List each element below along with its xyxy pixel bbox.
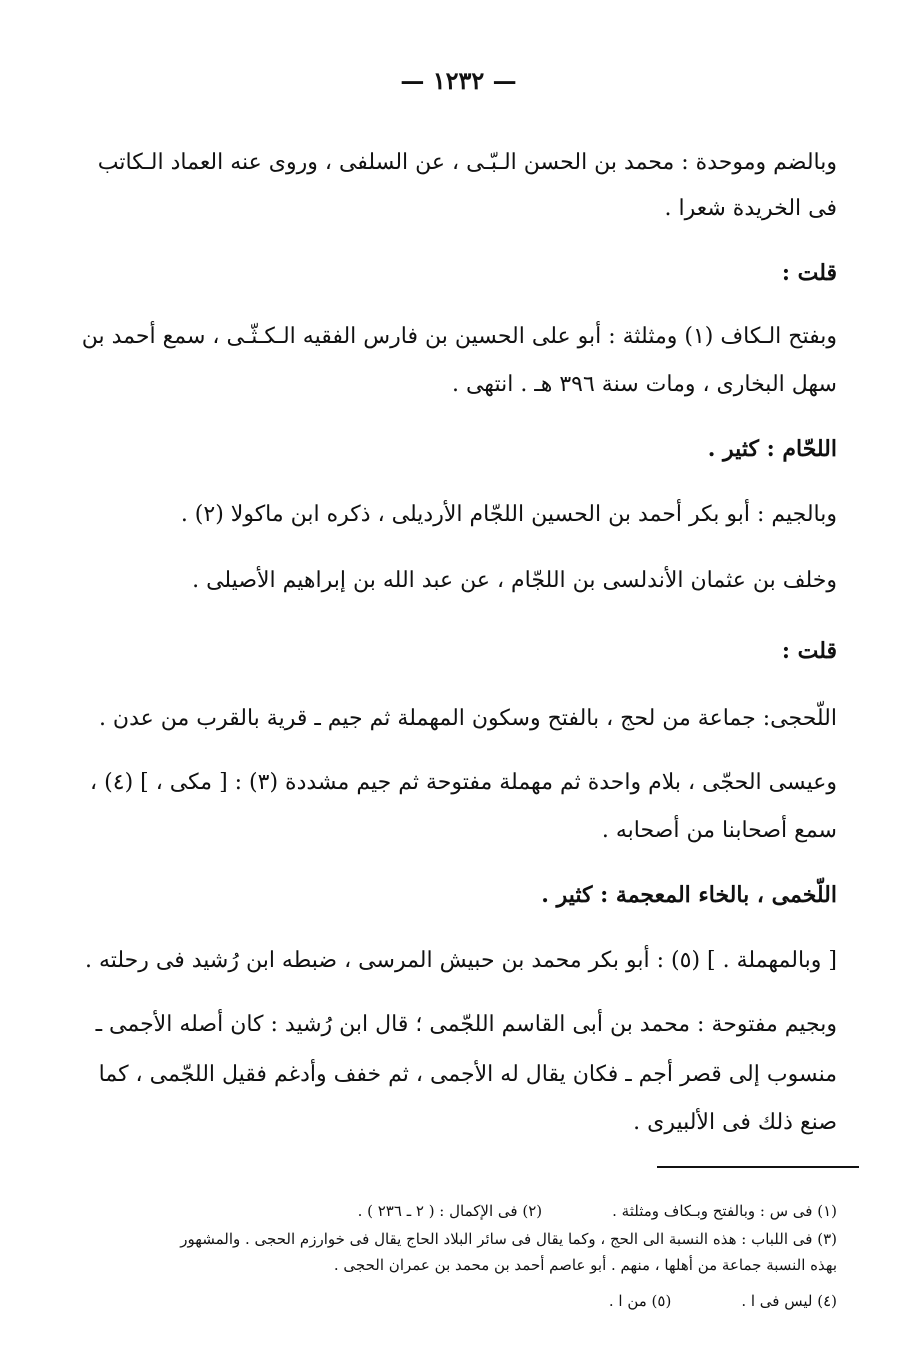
footnote-2: (٢) فى الإكمال : ( ٢ ـ ٢٣٦ ) . <box>357 1202 543 1220</box>
footnote-divider <box>657 1166 859 1168</box>
text-line-4: سهل البخارى ، ومات سنة ٣٩٦ هـ . انتهى . <box>451 372 837 397</box>
entry-heading-lahham: اللحّام : كثير . <box>707 436 837 462</box>
page-number: — ١٢٣٢ — <box>400 66 517 95</box>
text-line-10: [ وبالمهملة . ] (٥) : أبو بكر محمد بن حبيش المرسى ، ضبطه ابن رُشيد فى رحلته . <box>84 948 837 973</box>
text-line-12: منسوب إلى قصر أجم ـ فكان يقال له الأجمى ، ثم خفف وأدغم فقيل اللجّمى ، كما <box>98 1062 837 1087</box>
text-line-6: وخلف بن عثمان الأندلسى بن اللجّام ، عن عبد الله بن إبراهيم الأصيلى . <box>192 568 837 593</box>
footnote-3-line-1: (٣) فى اللباب : هذه النسبة الى الحج ، وكما يقال فى سائر البلاد الحاج يقال فى خوارزم الحجى . والمشهور <box>180 1230 837 1248</box>
text-line-13: صنع ذلك فى الألبيرى . <box>633 1110 837 1135</box>
footnote-4: (٤) ليس فى ا . <box>741 1292 837 1310</box>
section-heading-qult-1: قلت : <box>781 260 837 286</box>
footnote-row-4 <box>55 1290 837 1312</box>
text-line-3: وبفتح الـكاف (١) ومثلثة : أبو على الحسين بن فارس الفقيه الـكـثّـى ، سمع أحمد بن <box>81 324 837 349</box>
text-line-7: اللّحجى: جماعة من لحج ، بالفتح وسكون المهملة ثم جيم ـ قرية بالقرب من عدن . <box>98 706 837 731</box>
footnote-row-1 <box>55 1200 837 1222</box>
entry-heading-lakhmi: اللّخمى ، بالخاء المعجمة : كثير . <box>541 882 837 908</box>
section-heading-qult-2: قلت : <box>781 638 837 664</box>
text-line-9: سمع أصحابنا من أصحابه . <box>601 818 837 843</box>
text-line-5: وبالجيم : أبو بكر أحمد بن الحسين اللجّام الأرديلى ، ذكره ابن ماكولا (٢) . <box>180 502 837 527</box>
footnote-3-line-2: بهذه النسبة جماعة من أهلها ، منهم . أبو عاصم أحمد بن محمد بن عمران الحجى . <box>333 1256 837 1274</box>
text-line-1: وبالضم وموحدة : محمد بن الحسن الـبّـى ، عن السلفى ، وروى عنه العماد الـكاتب <box>97 150 837 175</box>
footnote-5: (٥) من ا . <box>608 1292 672 1310</box>
text-line-8: وعيسى الحجّى ، بلام واحدة ثم مهملة مفتوحة ثم جيم مشددة (٣) : [ مكى ، ] (٤) ، <box>90 770 837 795</box>
footnote-1: (١) فى س : وبالفتح وبـكاف ومثلثة . <box>612 1202 837 1220</box>
text-line-2: فى الخريدة شعرا . <box>664 196 837 221</box>
text-line-11: وبجيم مفتوحة : محمد بن أبى القاسم اللجّمى ؛ قال ابن رُشيد : كان أصله الأجمى ـ <box>95 1012 837 1037</box>
